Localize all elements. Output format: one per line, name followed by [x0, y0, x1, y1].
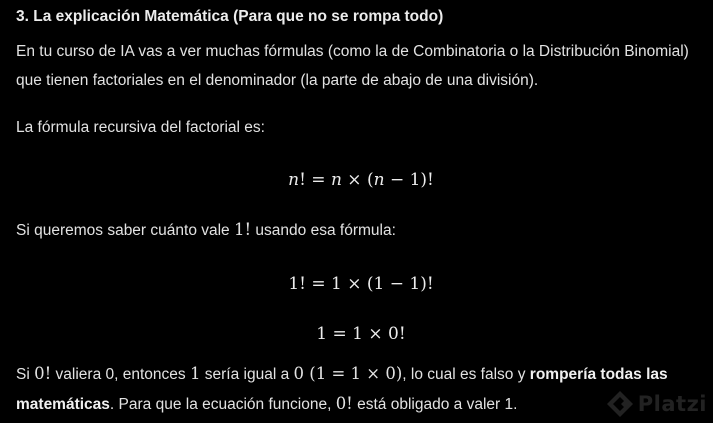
platzi-logo-icon [605, 389, 635, 419]
conclusion-text-6: está obligado a valer 1. [352, 396, 518, 413]
conclusion-math-2: 1 [189, 364, 201, 383]
explanation-section [16, 6, 706, 419]
formula-bang-eq: ! = [299, 170, 331, 190]
conclusion-text-2: valiera 0, entonces [51, 366, 190, 383]
conclusion-text-5: . Para que la ecuación funcione, [109, 396, 336, 413]
conclusion-math-4: 0! [335, 394, 353, 413]
conclusion-bold: rompería todas las matemáticas [16, 366, 668, 413]
conclusion-math-3: 0 (1 = 1 × 0) [293, 364, 403, 383]
example-paragraph [16, 215, 706, 245]
example-text-before: Si queremos saber cuánto vale [16, 222, 234, 239]
conclusion-math-1: 0! [34, 364, 52, 383]
conclusion-text-4: , lo cual es falso y [402, 366, 530, 383]
section-heading: 3. La explicación Matemática (Para que no se rompa todo) [16, 8, 444, 25]
formula-one-factorial: 1! = 1 × (1 − 1)! [288, 274, 434, 294]
formula-var-n2: n [330, 170, 342, 190]
conclusion-paragraph [16, 359, 706, 419]
platzi-watermark-text: Platzi [637, 392, 707, 416]
formula-recursive [16, 168, 706, 192]
recursive-intro-paragraph: La fórmula recursiva del factorial es: [16, 119, 265, 136]
formula-times: × ( [341, 170, 374, 190]
conclusion-text-3: sería igual a [200, 366, 294, 383]
formula-one-equals: 1 = 1 × 0! [316, 324, 406, 344]
formula-tail: − 1)! [384, 170, 434, 190]
intro-paragraph: En tu curso de IA vas a ver muchas fórmulas (como la de Combinatoria o la Distribución Binomial) que tienen factoriales en el denominador (la parte de abajo de una división). [16, 43, 689, 89]
example-math: 1! [233, 220, 252, 239]
platzi-watermark [605, 389, 707, 419]
formula-var-n: n [288, 170, 300, 190]
formula-var-n3: n [373, 170, 385, 190]
conclusion-text-1: Si [16, 366, 35, 383]
example-text-after: usando esa fórmula: [251, 222, 396, 239]
